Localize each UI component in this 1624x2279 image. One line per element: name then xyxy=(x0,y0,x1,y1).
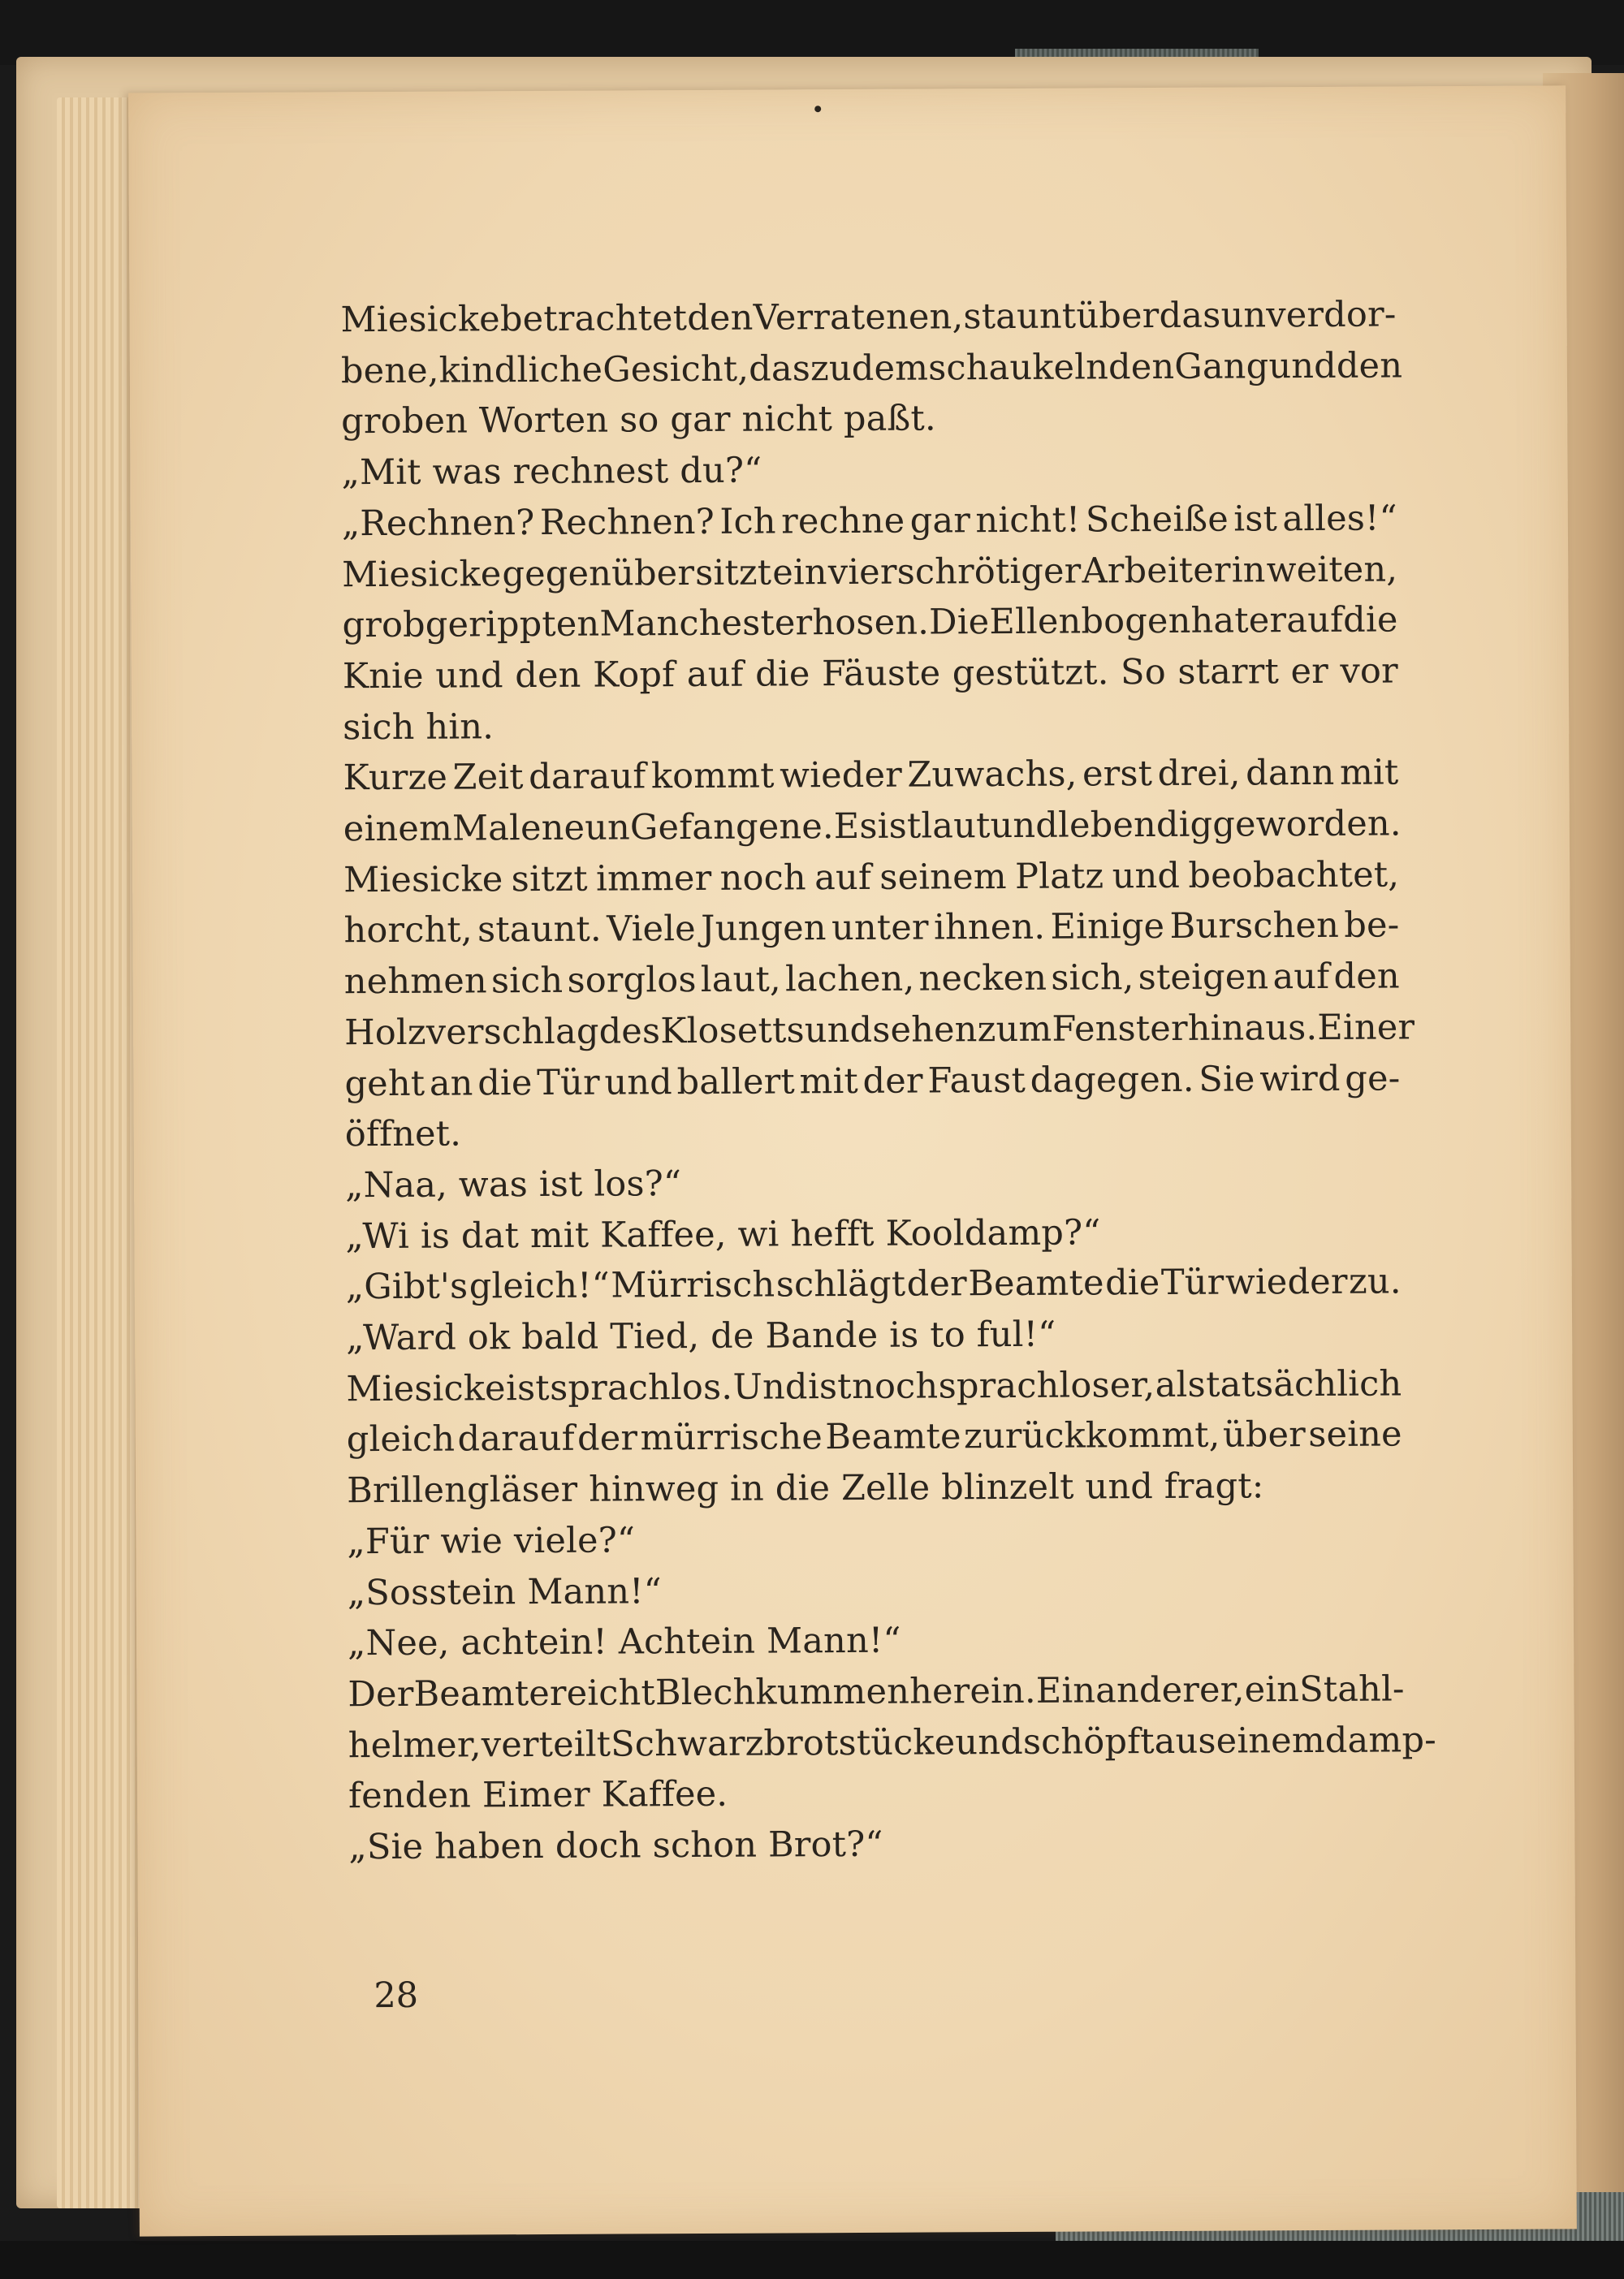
text-line: Knie und den Kopf auf die Fäuste gestützt. So starrt er vor xyxy=(342,650,1398,697)
text-line: „Ward ok bald Tied, de Bande is to ful!“ xyxy=(346,1314,1056,1359)
text-line: bene, kindliche Gesicht, das zu dem schaukelnden Gang und den xyxy=(340,345,1403,391)
text-line: Holzverschlag des Klosetts und sehen zum Fenster hinaus. Einer xyxy=(344,1007,1415,1054)
text-line: geht an die Tür und ballert mit der Faust dagegen. Sie wird ge- xyxy=(344,1058,1401,1104)
text-line: horcht, staunt. Viele Jungen unter ihnen. Einige Burschen be- xyxy=(343,904,1400,952)
text-line: Miesicke ist sprachlos. Und ist noch sprachloser, als tatsächlich xyxy=(346,1363,1402,1410)
text-line: nehmen sich sorglos laut, lachen, necken sich, steigen auf den xyxy=(343,956,1400,1003)
book-binding-top xyxy=(0,0,1624,65)
text-line: „Naa, was ist los?“ xyxy=(345,1163,682,1206)
text-line: groben Worten so gar nicht paßt. xyxy=(341,398,936,442)
book-binding-bottom xyxy=(0,2241,1624,2279)
text-line: einem Male neun Gefangene. Es ist laut und lebendig geworden. xyxy=(343,803,1402,850)
page-number: 28 xyxy=(374,1975,419,2017)
page-text xyxy=(340,289,1436,1873)
text-line: helmer, verteilt Schwarzbrotstücke und schöpft aus einem damp- xyxy=(348,1719,1436,1766)
text-line: öffnet. xyxy=(344,1113,462,1155)
book-page xyxy=(128,85,1577,2236)
text-line: „Sie haben doch schon Brot?“ xyxy=(348,1824,883,1868)
text-line: Der Beamte reicht Blechkummen herein. Ein anderer, ein Stahl- xyxy=(348,1668,1405,1716)
text-line: Miesicke sitzt immer noch auf seinem Platz und beobachtet, xyxy=(343,854,1400,901)
text-line: Miesicke gegenüber sitzt ein vierschrötiger Arbeiter in weiten, xyxy=(342,548,1398,595)
text-line: sich hin. xyxy=(343,706,495,748)
print-mark xyxy=(814,106,821,112)
text-line: „Für wie viele?“ xyxy=(347,1520,636,1563)
text-line: „Nee, achtein! Achtein Mann!“ xyxy=(347,1620,901,1664)
text-line: „Rechnen? Rechnen? Ich rechne gar nicht! Scheiße ist alles!“ xyxy=(341,498,1397,545)
text-line: Miesicke betrachtet den Verratenen, staunt über das unverdor- xyxy=(340,294,1397,341)
text-line: „Gibt's gleich!“ Mürrisch schlägt der Beamte die Tür wieder zu. xyxy=(345,1261,1402,1308)
text-line: Brillengläser hinweg in die Zelle blinzelt und fragt: xyxy=(346,1465,1264,1512)
text-line: „Mit was rechnest du?“ xyxy=(341,450,762,494)
text-line: Kurze Zeit darauf kommt wieder Zuwachs, erst drei, dann mit xyxy=(343,752,1399,799)
text-line: grobgerippten Manchesterhosen. Die Ellenbogen hat er auf die xyxy=(342,599,1398,646)
text-line: „Wi is dat mit Kaffee, wi hefft Kooldamp?“ xyxy=(345,1212,1101,1257)
text-line: gleich darauf der mürrische Beamte zurückkommt, über seine xyxy=(346,1414,1402,1461)
text-line: „Sosstein Mann!“ xyxy=(347,1570,663,1613)
text-line: fenden Eimer Kaffee. xyxy=(348,1774,728,1817)
